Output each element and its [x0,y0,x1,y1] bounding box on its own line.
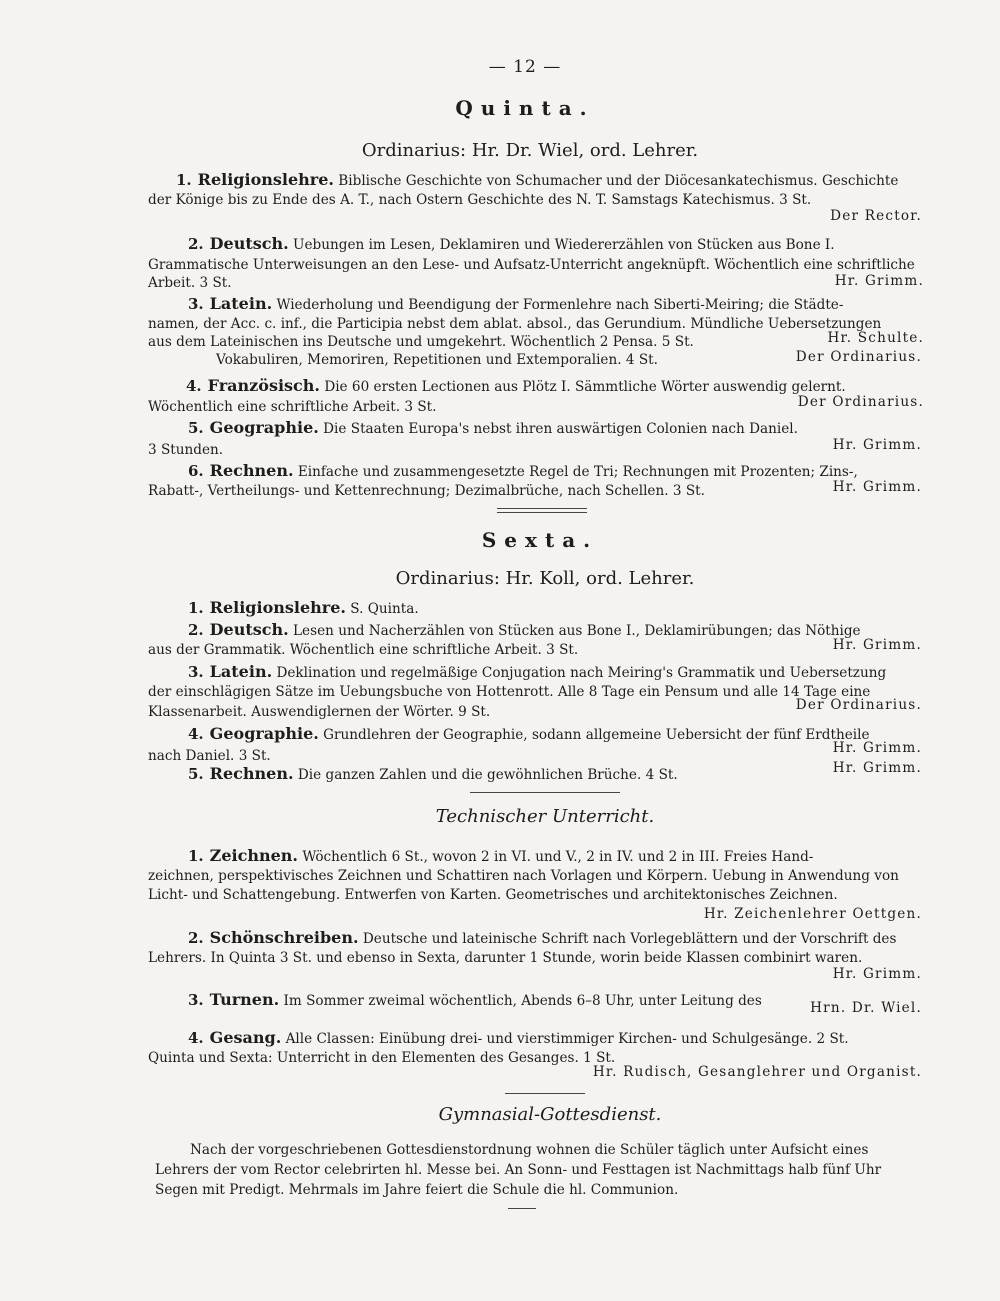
tech-schreiben-heading: Schönschreiben. [209,928,359,947]
tech-turnen-text1: Im Sommer zweimal wöchentlich, Abends 6–8 Uhr, unter Leitung des [283,993,762,1009]
quinta-latein-teacher2: Der Ordinarius. [795,349,922,365]
sexta-latein-line1 [188,662,886,683]
quinta-religion-teacher: Der Rector. [830,208,922,224]
sexta-rechnen-teacher: Hr. Grimm. [832,760,922,776]
quinta-religion-text1: Biblische Geschichte von Schumacher und der Diöcesankatechismus. Geschichte [338,173,899,189]
end-mark [508,1208,536,1209]
sexta-geo-line2: nach Daniel. 3 St. [148,748,271,764]
technical-title: Technischer Unterricht. [435,806,655,827]
sexta-geo-teacher: Hr. Grimm. [832,740,922,756]
sexta-latein-heading: Latein. [209,662,273,681]
sexta-latein-number: 3. [188,663,204,681]
quinta-franz-teacher: Der Ordinarius. [797,394,924,410]
sexta-religion-text1: S. Quinta. [350,601,419,617]
tech-schreiben-line2: Lehrers. In Quinta 3 St. und ebenso in Sexta, darunter 1 Stunde, worin beide Klassen combinirt waren. [148,950,863,966]
sexta-geo-text1: Grundlehren der Geographie, sodann allgemeine Uebersicht der fünf Erdtheile [323,727,870,743]
tech-zeichnen-text1: Wöchentlich 6 St., wovon 2 in VI. und V., 2 in IV. und 2 in III. Freies Hand- [302,849,814,865]
quinta-deutsch-text1: Uebungen im Lesen, Deklamiren und Wiedererzählen von Stücken aus Bone I. [293,237,835,253]
quinta-deutsch-line2: Grammatische Unterweisungen an den Lese- und Aufsatz-Unterricht angeknüpft. Wöchentlich eine schriftliche [148,257,915,273]
quinta-ordinarius: Ordinarius: Hr. Dr. Wiel, ord. Lehrer. [361,140,699,161]
quinta-religion-number: 1. [176,171,192,189]
quinta-geo-number: 5. [188,419,204,437]
sexta-religion-line1 [188,598,419,619]
quinta-rechnen-line1 [188,461,858,482]
tech-schreiben-number: 2. [188,929,204,947]
quinta-latein-text1: Wiederholung und Beendigung der Formenlehre nach Siberti-Meiring; die Städte- [276,297,844,313]
quinta-latein-number: 3. [188,295,204,313]
tech-gesang-teacher: Hr. Rudisch, Gesanglehrer und Organist. [592,1064,922,1080]
sexta-deutsch-line1 [188,620,861,641]
tech-turnen-heading: Turnen. [209,990,280,1009]
quinta-franz-line2: Wöchentlich eine schriftliche Arbeit. 3 St. [148,399,437,415]
quinta-rechnen-heading: Rechnen. [209,461,294,480]
quinta-geo-line2: 3 Stunden. [148,442,224,458]
quinta-geo-teacher: Hr. Grimm. [832,437,922,453]
quinta-geo-text1: Die Staaten Europa's nebst ihren auswärtigen Colonien nach Daniel. [323,421,798,437]
quinta-deutsch-line1 [188,234,835,255]
quinta-deutsch-teacher: Hr. Grimm. [834,273,924,289]
service-line3: Segen mit Predigt. Mehrmals im Jahre feiert die Schule die hl. Communion. [155,1182,679,1198]
service-line1: Nach der vorgeschriebenen Gottesdienstordnung wohnen die Schüler täglich unter Aufsicht eines [190,1142,869,1158]
sexta-rechnen-number: 5. [188,765,204,783]
tech-zeichnen-line2: zeichnen, perspektivisches Zeichnen und Schattiren nach Vorlagen und Körpern. Uebung in Anwendung von [148,868,899,884]
service-title: Gymnasial-Gottesdienst. [438,1104,662,1125]
quinta-deutsch-line3: Arbeit. 3 St. [148,275,232,291]
sexta-latein-line2: der einschlägigen Sätze im Uebungsbuche von Hottenrott. Alle 8 Tage ein Pensum und alle 14 Tage eine [148,684,871,700]
tech-schreiben-teacher: Hr. Grimm. [832,966,922,982]
quinta-latein-line1 [188,294,843,315]
quinta-latein-line2: namen, der Acc. c. inf., die Participia nebst dem ablat. absol., das Gerundium. Mündliche Uebersetzungen [148,316,882,332]
quinta-deutsch-heading: Deutsch. [209,234,289,253]
quinta-latein-heading: Latein. [209,294,273,313]
sexta-ordinarius: Ordinarius: Hr. Koll, ord. Lehrer. [395,568,695,589]
tech-turnen-line1 [188,990,762,1011]
tech-zeichnen-teacher: Hr. Zeichenlehrer Oettgen. [703,906,922,922]
sexta-deutsch-teacher: Hr. Grimm. [832,637,922,653]
tech-gesang-number: 4. [188,1029,204,1047]
quinta-religion-line2: der Könige bis zu Ende des A. T., nach Ostern Geschichte des N. T. Samstags Katechismus. 3 St. [148,192,812,208]
quinta-title: Quinta. [455,96,595,120]
quinta-latein-teacher: Hr. Schulte. [827,330,924,346]
tech-gesang-text1: Alle Classen: Einübung drei- und vierstimmiger Kirchen- und Schulgesänge. 2 St. [285,1031,849,1047]
tech-turnen-number: 3. [188,991,204,1009]
section-divider [470,792,620,793]
sexta-geo-line1 [188,724,870,745]
sexta-latein-line3: Klassenarbeit. Auswendiglernen der Wörter. 9 St. [148,704,491,720]
quinta-latein-line4: Vokabuliren, Memoriren, Repetitionen und Extemporalien. 4 St. [216,352,658,368]
quinta-religion-heading: Religionslehre. [197,170,334,189]
sexta-rechnen-line1 [188,764,678,785]
quinta-geo-line1 [188,418,798,439]
quinta-rechnen-text1: Einfache und zusammengesetzte Regel de Tri; Rechnungen mit Prozenten; Zins-, [297,464,858,480]
tech-zeichnen-line3: Licht- und Schattengebung. Entwerfen von Karten. Geometrisches und architektonisches Zeichnen. [148,887,838,903]
tech-zeichnen-heading: Zeichnen. [209,846,298,865]
quinta-rechnen-teacher: Hr. Grimm. [832,479,922,495]
quinta-latein-line3: aus dem Lateinischen ins Deutsche und umgekehrt. Wöchentlich 2 Pensa. 5 St. [148,334,694,350]
quinta-rechnen-line2: Rabatt-, Vertheilungs- und Kettenrechnung; Dezimalbrüche, nach Schellen. 3 St. [148,483,705,499]
sexta-geo-number: 4. [188,725,204,743]
service-line2: Lehrers der vom Rector celebrirten hl. Messe bei. An Sonn- und Festtagen ist Nachmittags halb fünf Uhr [155,1162,882,1178]
sexta-deutsch-line2: aus der Grammatik. Wöchentlich eine schriftliche Arbeit. 3 St. [148,642,579,658]
tech-schreiben-line1 [188,928,896,949]
section-divider [497,508,587,513]
sexta-religion-heading: Religionslehre. [209,598,346,617]
tech-zeichnen-number: 1. [188,847,204,865]
sexta-rechnen-heading: Rechnen. [209,764,294,783]
sexta-rechnen-text1: Die ganzen Zahlen und die gewöhnlichen Brüche. 4 St. [297,767,678,783]
tech-zeichnen-line1 [188,846,813,867]
sexta-deutsch-text1: Lesen und Nacherzählen von Stücken aus Bone I., Deklamirübungen; das Nöthige [293,623,861,639]
sexta-religion-number: 1. [188,599,204,617]
sexta-deutsch-heading: Deutsch. [209,620,289,639]
tech-gesang-heading: Gesang. [209,1028,282,1047]
section-divider [505,1093,585,1094]
sexta-title: Sexta. [481,528,599,552]
quinta-franz-number: 4. [186,377,202,395]
quinta-rechnen-number: 6. [188,462,204,480]
sexta-latein-text1: Deklination und regelmäßige Conjugation nach Meiring's Grammatik und Uebersetzung [276,665,887,681]
quinta-geo-heading: Geographie. [209,418,319,437]
tech-gesang-line1 [188,1028,849,1049]
sexta-geo-heading: Geographie. [209,724,319,743]
quinta-religion-line1 [176,170,898,191]
tech-turnen-teacher: Hrn. Dr. Wiel. [810,1000,922,1016]
quinta-deutsch-number: 2. [188,235,204,253]
quinta-franz-heading: Französisch. [207,376,320,395]
page-number: — 12 — [488,57,562,77]
tech-gesang-line2: Quinta und Sexta: Unterricht in den Elementen des Gesanges. 1 St. [148,1050,616,1066]
sexta-deutsch-number: 2. [188,621,204,639]
sexta-latein-teacher: Der Ordinarius. [795,697,922,713]
quinta-franz-text1: Die 60 ersten Lectionen aus Plötz I. Sämmtliche Wörter auswendig gelernt. [324,379,846,395]
tech-schreiben-text1: Deutsche und lateinische Schrift nach Vorlegeblättern und der Vorschrift des [362,931,897,947]
quinta-franz-line1 [186,376,846,397]
